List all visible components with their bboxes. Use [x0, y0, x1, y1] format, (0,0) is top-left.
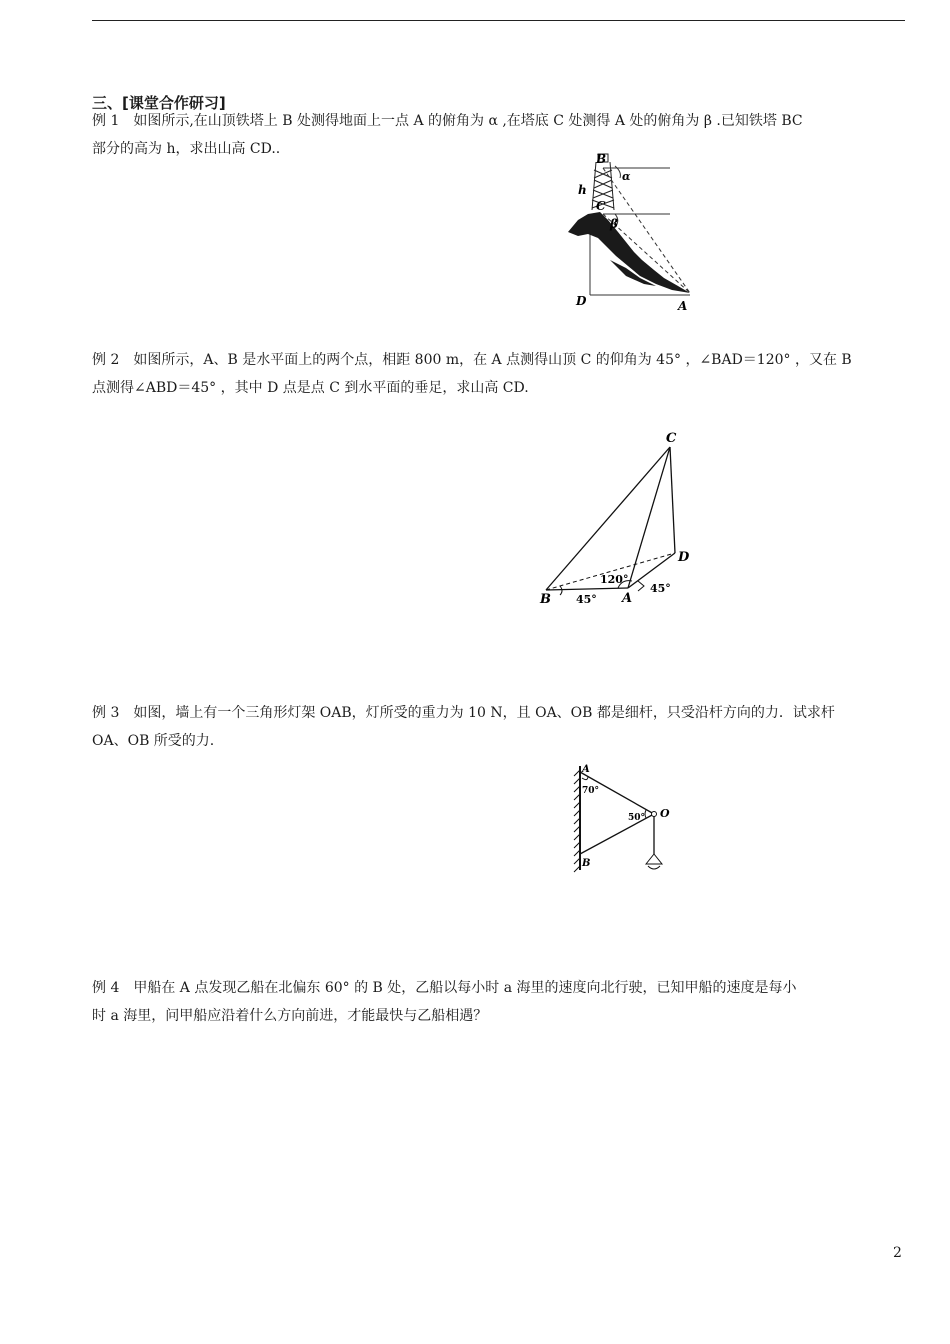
- mountain-label-d: D: [678, 550, 690, 565]
- tower-label-c: C: [596, 199, 606, 213]
- mountain-label-b: B: [540, 592, 551, 607]
- lamp-angle-a: 70°: [582, 786, 600, 796]
- angle-o-arc: [645, 810, 646, 818]
- example-2-line-1: [92, 346, 912, 374]
- figure-tower-hill: [560, 150, 700, 315]
- mountain-angle-cad: 45°: [650, 582, 671, 595]
- edge-ac: [628, 447, 670, 588]
- example-2: [92, 346, 912, 402]
- example-2-label: 例 2: [92, 352, 120, 368]
- header-rule: [92, 20, 905, 21]
- tower-label-a: A: [678, 299, 688, 313]
- tower-label-alpha: α: [622, 170, 631, 183]
- example-1-text: 如图所示,在山顶铁塔上 B 处测得地面上一点 A 的俯角为 α ,在塔底 C 处测得 A 处的俯角为 β .已知铁塔 BC: [133, 113, 803, 129]
- example-2-line-2: 点测得∠ABD＝45° ，其中 D 点是点 C 到水平面的垂足，求山高 CD.: [92, 380, 529, 396]
- example-3: [92, 699, 912, 755]
- mountain-angle-abd: 45°: [576, 593, 597, 606]
- mountain-angle-bad: 120°: [600, 573, 629, 586]
- edge-bc: [546, 447, 670, 590]
- example-3-text: 如图，墙上有一个三角形灯架 OAB，灯所受的重力为 10 N，且 OA、OB 都是细杆，只受沿杆方向的力．试求杆: [133, 705, 835, 721]
- tower-label-b: B: [596, 152, 607, 166]
- tower-label-d: D: [576, 294, 587, 308]
- example-1: [92, 107, 912, 163]
- joint-o: [652, 812, 657, 817]
- edge-cd: [670, 447, 675, 553]
- tower-label-beta: β: [610, 217, 618, 231]
- figure-mountain-3d: [530, 425, 705, 610]
- angle-cad-mark: [638, 581, 644, 591]
- lamp-label-a: A: [582, 764, 590, 775]
- example-4-text: 甲船在 A 点发现乙船在北偏东 60° 的 B 处，乙船以每小时 a 海里的速度向北行驶，已知甲船的速度是每小: [133, 980, 797, 996]
- edge-ba: [546, 588, 628, 590]
- lamp-bulb: [648, 866, 660, 869]
- example-4: [92, 974, 912, 1030]
- lamp-shade: [646, 854, 662, 864]
- example-4-line-1: [92, 974, 912, 1002]
- lamp-label-b: B: [582, 858, 591, 869]
- example-2-text: 如图所示，A、B 是水平面上的两个点，相距 800 m，在 A 点测得山顶 C 的仰角为 45° ，∠BAD＝120° ，又在 B: [133, 352, 852, 368]
- figure-lamp-bracket: [568, 762, 678, 882]
- example-4-label: 例 4: [92, 980, 120, 996]
- mountain-label-c: C: [666, 431, 677, 446]
- example-1-label: 例 1: [92, 113, 120, 129]
- tower-label-h: h: [578, 183, 587, 197]
- example-1-line-1: [92, 107, 912, 135]
- example-4-line-2: 时 a 海里，问甲船应沿着什么方向前进，才能最快与乙船相遇？: [92, 1008, 488, 1024]
- mountain-label-a: A: [622, 591, 633, 606]
- angle-abd-arc: [560, 586, 562, 595]
- lamp-label-o: O: [660, 807, 670, 820]
- example-3-line-1: [92, 699, 912, 727]
- example-3-label: 例 3: [92, 705, 120, 721]
- page-number: 2: [893, 1245, 902, 1261]
- lamp-angle-o: 50°: [628, 813, 646, 823]
- example-1-line-2: 部分的高为 h，求出山高 CD..: [92, 141, 281, 157]
- mountain-silhouette: [568, 212, 690, 293]
- example-3-line-2: OA、OB 所受的力.: [92, 733, 215, 749]
- section-heading: 三、[课堂合作研习]: [92, 94, 226, 112]
